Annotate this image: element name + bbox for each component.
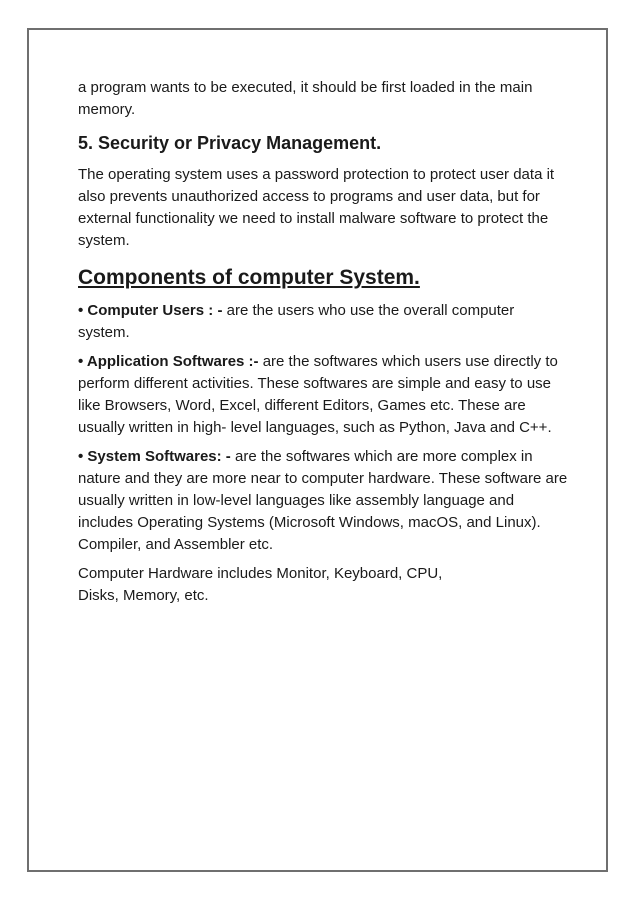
list-item-system-softwares [78,446,568,556]
item-text: are the users who use the overall computer system. [78,302,515,341]
hardware-line-2: Disks, Memory, etc. [78,587,209,604]
item-text: are the softwares which users use directly to perform different activities. These softwares are simple and easy to use like Browsers, Word, Excel, different Editors, Games etc. These are usually written in high- level languages, such as Python, Java and C++. [78,353,558,436]
components-heading: Components of computer System. [78,266,420,289]
intro-paragraph: a program wants to be executed, it should be first loaded in the main memory. [78,79,533,118]
section-heading-security: 5. Security or Privacy Management. [78,133,382,153]
list-item-computer-users [78,300,568,344]
document-content [78,77,568,607]
hardware-paragraph [78,563,568,607]
item-text: are the softwares which are more complex in nature and they are more near to computer hardware. These software are usually written in low-level languages like assembly language and includes Operating Systems (Microsoft Windows, macOS, and Linux). Compiler, and Assembler etc. [78,448,568,553]
hardware-line-1: Computer Hardware includes Monitor, Keyboard, CPU, [78,565,443,582]
list-item-application-softwares [78,351,568,439]
item-label: • Computer Users : - [78,302,223,319]
item-label: • Application Softwares :- [78,353,259,370]
security-paragraph: The operating system uses a password protection to protect user data it also prevents unauthorized access to programs and user data, but for external functionality we need to install malware software to protect the system. [78,166,555,249]
item-label: • System Softwares: - [78,448,231,465]
